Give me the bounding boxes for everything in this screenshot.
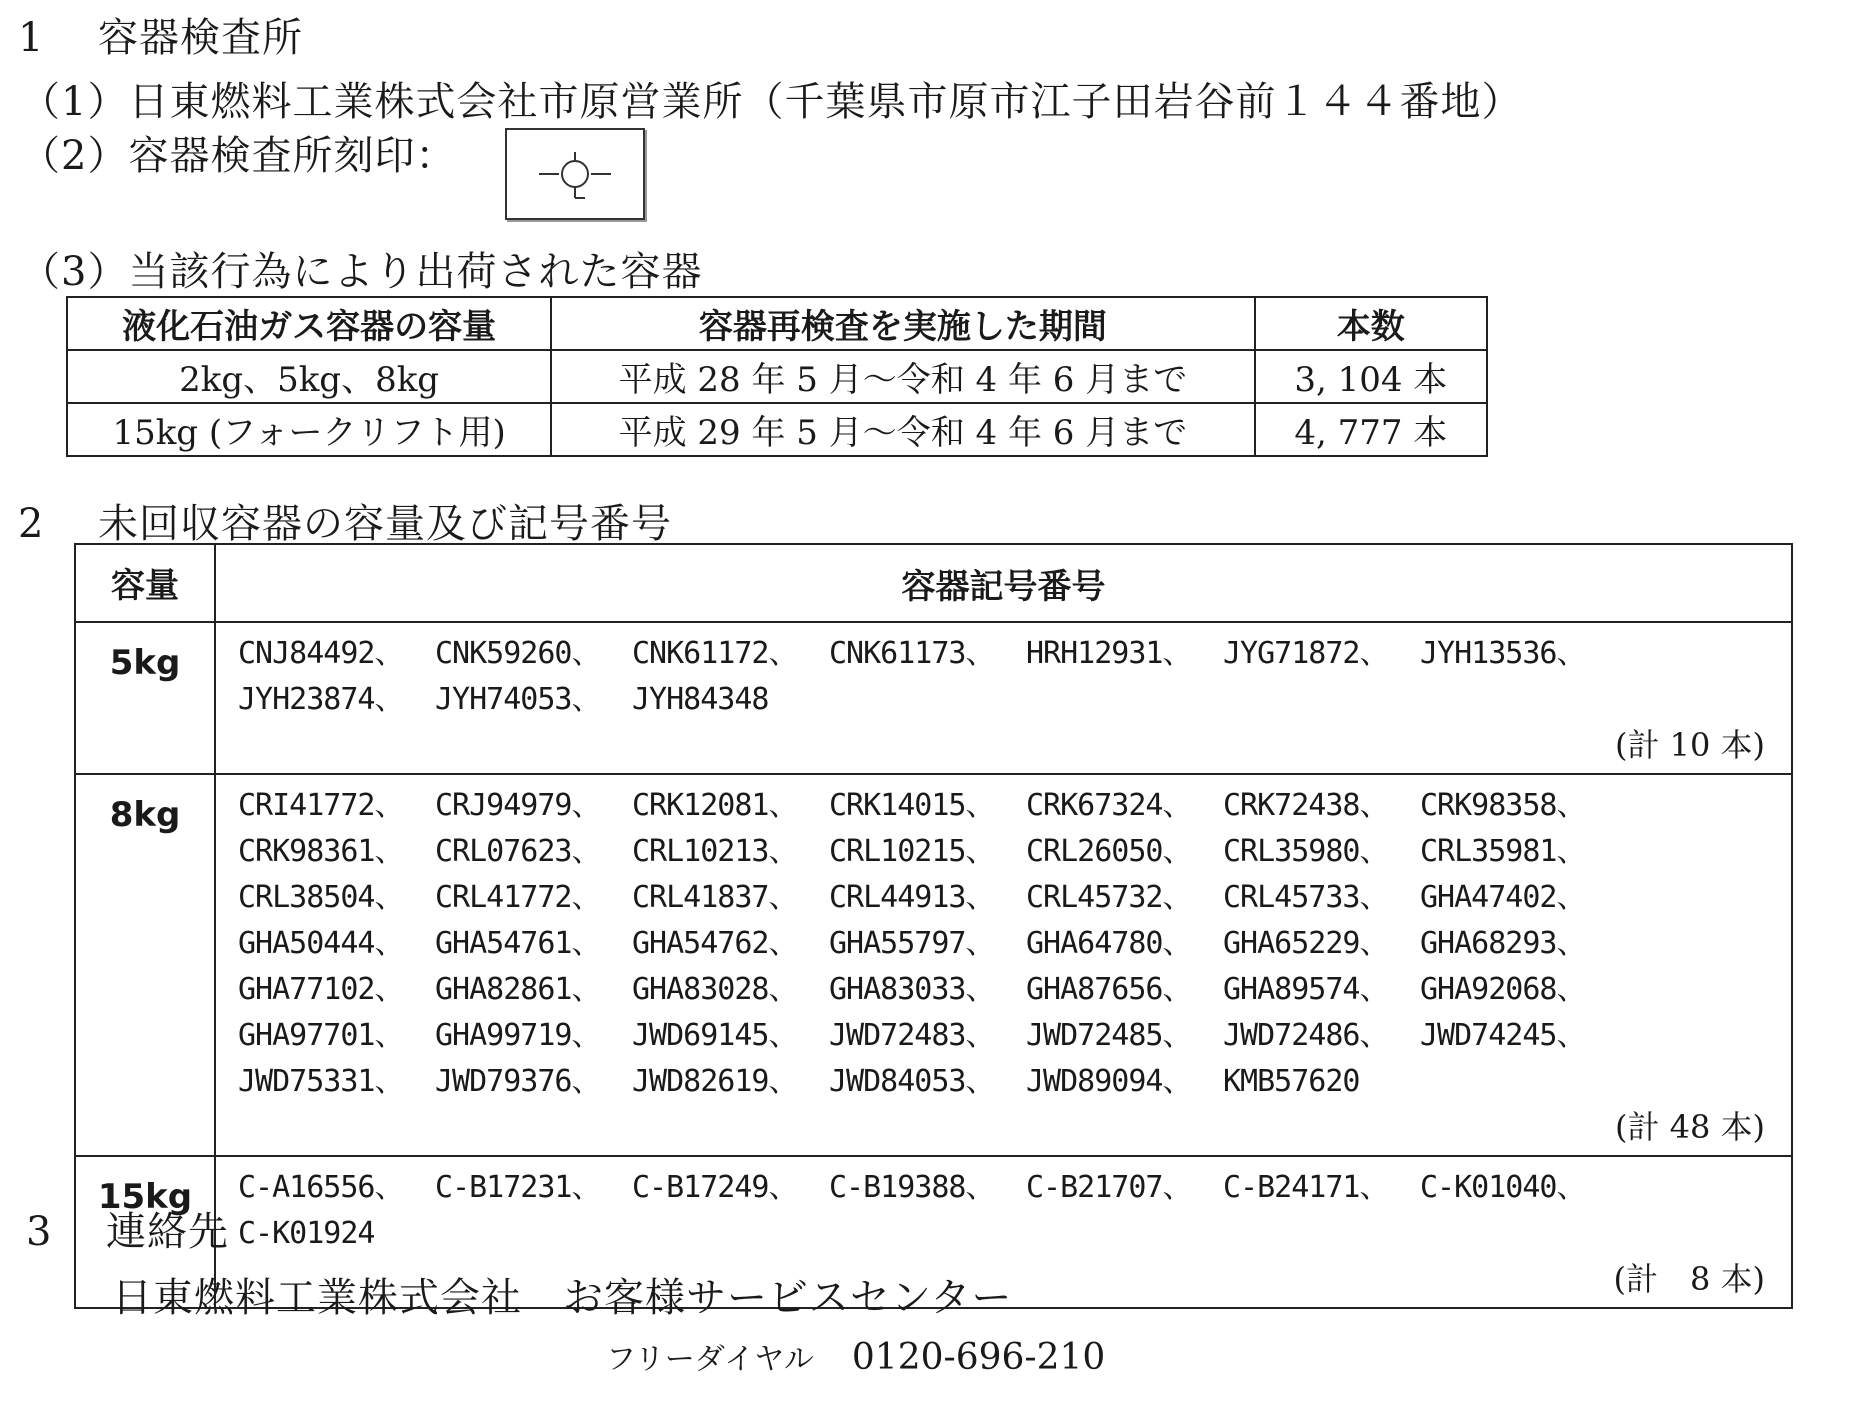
serial-number: CRK98361、 [238,834,404,869]
serial-number: CNK61173、 [829,636,995,671]
serial-number: CNJ84492、 [238,636,404,671]
shipped-containers-table [66,296,1488,457]
serial-number: C-A16556、 [238,1170,404,1205]
table-row [67,350,1487,403]
serial-number: CRI41772、 [238,788,404,823]
header-capacity: 容量 [75,544,215,622]
serial-number: CRK98358、 [1420,788,1586,823]
row2-quantity: 4, 777 本 [1255,403,1487,456]
group-5kg-capacity: 5kg [75,622,215,774]
serial-number: JWD84053、 [829,1064,995,1099]
serial-number: GHA50444、 [238,926,404,961]
header-period: 容器再検査を実施した期間 [551,297,1254,350]
serial-number: C-B17231、 [435,1170,601,1205]
serial-number: CRL41837、 [632,880,798,915]
section1-heading [18,6,303,63]
header-serial-numbers: 容器記号番号 [215,544,1792,622]
section1-title: 容器検査所 [98,15,303,61]
code-list [238,631,1765,723]
serial-number: CRL07623、 [435,834,601,869]
serial-number: CRL38504、 [238,880,404,915]
serial-number: GHA54761、 [435,926,601,961]
section2-number: 2 [18,501,45,547]
group-8kg-capacity: 8kg [75,774,215,1156]
table-header-row [67,297,1487,350]
serial-number: GHA54762、 [632,926,798,961]
row2-period: 平成 29 年 5 月～令和 4 年 6 月まで [551,403,1254,456]
serial-number: GHA64780、 [1026,926,1192,961]
serial-number: CRL45732、 [1026,880,1192,915]
serial-number: C-B24171、 [1223,1170,1389,1205]
stamp-mark-icon [537,150,613,202]
stamp-label: （2）容器検査所刻印： [20,133,457,179]
serial-number: GHA92068、 [1420,972,1586,1007]
section3-heading [26,1200,229,1257]
row1-period: 平成 28 年 5 月～令和 4 年 6 月まで [551,350,1254,403]
row1-capacity: 2kg、5kg、8kg [67,350,551,403]
header-capacity: 液化石油ガス容器の容量 [67,297,551,350]
phone-label: フリーダイヤル [606,1342,814,1377]
serial-number: JWD75331、 [238,1064,404,1099]
serial-number: CRL44913、 [829,880,995,915]
serial-number: CRL35981、 [1420,834,1586,869]
table-row [75,622,1792,774]
serial-number: CRL10213、 [632,834,798,869]
serial-number: C-B17249、 [632,1170,798,1205]
serial-number: GHA65229、 [1223,926,1389,961]
shipped-containers-label: （3）当該行為により出荷された容器 [20,249,703,295]
serial-number: JWD89094、 [1026,1064,1192,1099]
section3-number: 3 [26,1209,53,1255]
contact-phone [606,1334,1105,1378]
serial-number: JYH13536、 [1420,636,1586,671]
serial-number: CRL41772、 [435,880,601,915]
code-list [238,783,1765,1105]
serial-number: CRK12081、 [632,788,798,823]
group-5kg-codes [215,622,1792,774]
serial-number: CRL26050、 [1026,834,1192,869]
row2-capacity: 15kg (フォークリフト用) [67,403,551,456]
serial-number: CRK72438、 [1223,788,1389,823]
serial-number: GHA83033、 [829,972,995,1007]
serial-number: CRL45733、 [1223,880,1389,915]
serial-number: GHA47402、 [1420,880,1586,915]
section1-number: 1 [18,15,45,61]
serial-number: JYG71872、 [1223,636,1389,671]
group-5kg-count: (計 10 本) [1614,726,1765,764]
serial-number: C-B21707、 [1026,1170,1192,1205]
section2-heading [18,492,672,549]
serial-number: KMB57620 [1223,1064,1360,1099]
serial-number: GHA82861、 [435,972,601,1007]
serial-number: JWD82619、 [632,1064,798,1099]
table-row [75,774,1792,1156]
serial-number: CRK14015、 [829,788,995,823]
section2-title: 未回収容器の容量及び記号番号 [98,501,672,547]
serial-number: GHA99719、 [435,1018,601,1053]
serial-number: CRL35980、 [1223,834,1389,869]
serial-number: C-K01924 [238,1216,375,1251]
serial-number: C-K01040、 [1420,1170,1586,1205]
serial-number: JWD72485、 [1026,1018,1192,1053]
phone-number[interactable]: 0120-696-210 [851,1337,1106,1378]
serial-number: JYH84348 [632,682,769,717]
code-list [238,1165,1765,1257]
serial-number: JYH74053、 [435,682,601,717]
serial-number: GHA87656、 [1026,972,1192,1007]
table-header-row [75,544,1792,622]
serial-number: JWD72486、 [1223,1018,1389,1053]
serial-number: C-B19388、 [829,1170,995,1205]
group-15kg-count: (計 8 本) [1613,1260,1765,1298]
serial-number: CNK59260、 [435,636,601,671]
serial-number: GHA89574、 [1223,972,1389,1007]
serial-number: JWD79376、 [435,1064,601,1099]
contact-company: 日東燃料工業株式会社 お客様サービスセンター [112,1275,1013,1321]
row1-quantity: 3, 104 本 [1255,350,1487,403]
serial-number: GHA97701、 [238,1018,404,1053]
unrecovered-containers-table [74,543,1793,1309]
serial-number: JYH23874、 [238,682,404,717]
section3-title: 連絡先 [106,1209,229,1255]
serial-number: JWD72483、 [829,1018,995,1053]
serial-number: CRL10215、 [829,834,995,869]
inspection-site-address: （1）日東燃料工業株式会社市原営業所（千葉県市原市江子田岩谷前１４４番地） [20,79,1523,125]
group-8kg-count: (計 48 本) [1614,1108,1765,1146]
serial-number: CNK61172、 [632,636,798,671]
serial-number: JWD69145、 [632,1018,798,1053]
serial-number: JWD74245、 [1420,1018,1586,1053]
group-15kg-capacity: 15kg [75,1156,215,1308]
serial-number: GHA55797、 [829,926,995,961]
serial-number: HRH12931、 [1026,636,1192,671]
serial-number: CRK67324、 [1026,788,1192,823]
serial-number: GHA68293、 [1420,926,1586,961]
inspection-stamp [505,128,645,220]
header-quantity: 本数 [1255,297,1487,350]
serial-number: GHA77102、 [238,972,404,1007]
table-row [67,403,1487,456]
serial-number: GHA83028、 [632,972,798,1007]
serial-number: CRJ94979、 [435,788,601,823]
group-8kg-codes [215,774,1792,1156]
